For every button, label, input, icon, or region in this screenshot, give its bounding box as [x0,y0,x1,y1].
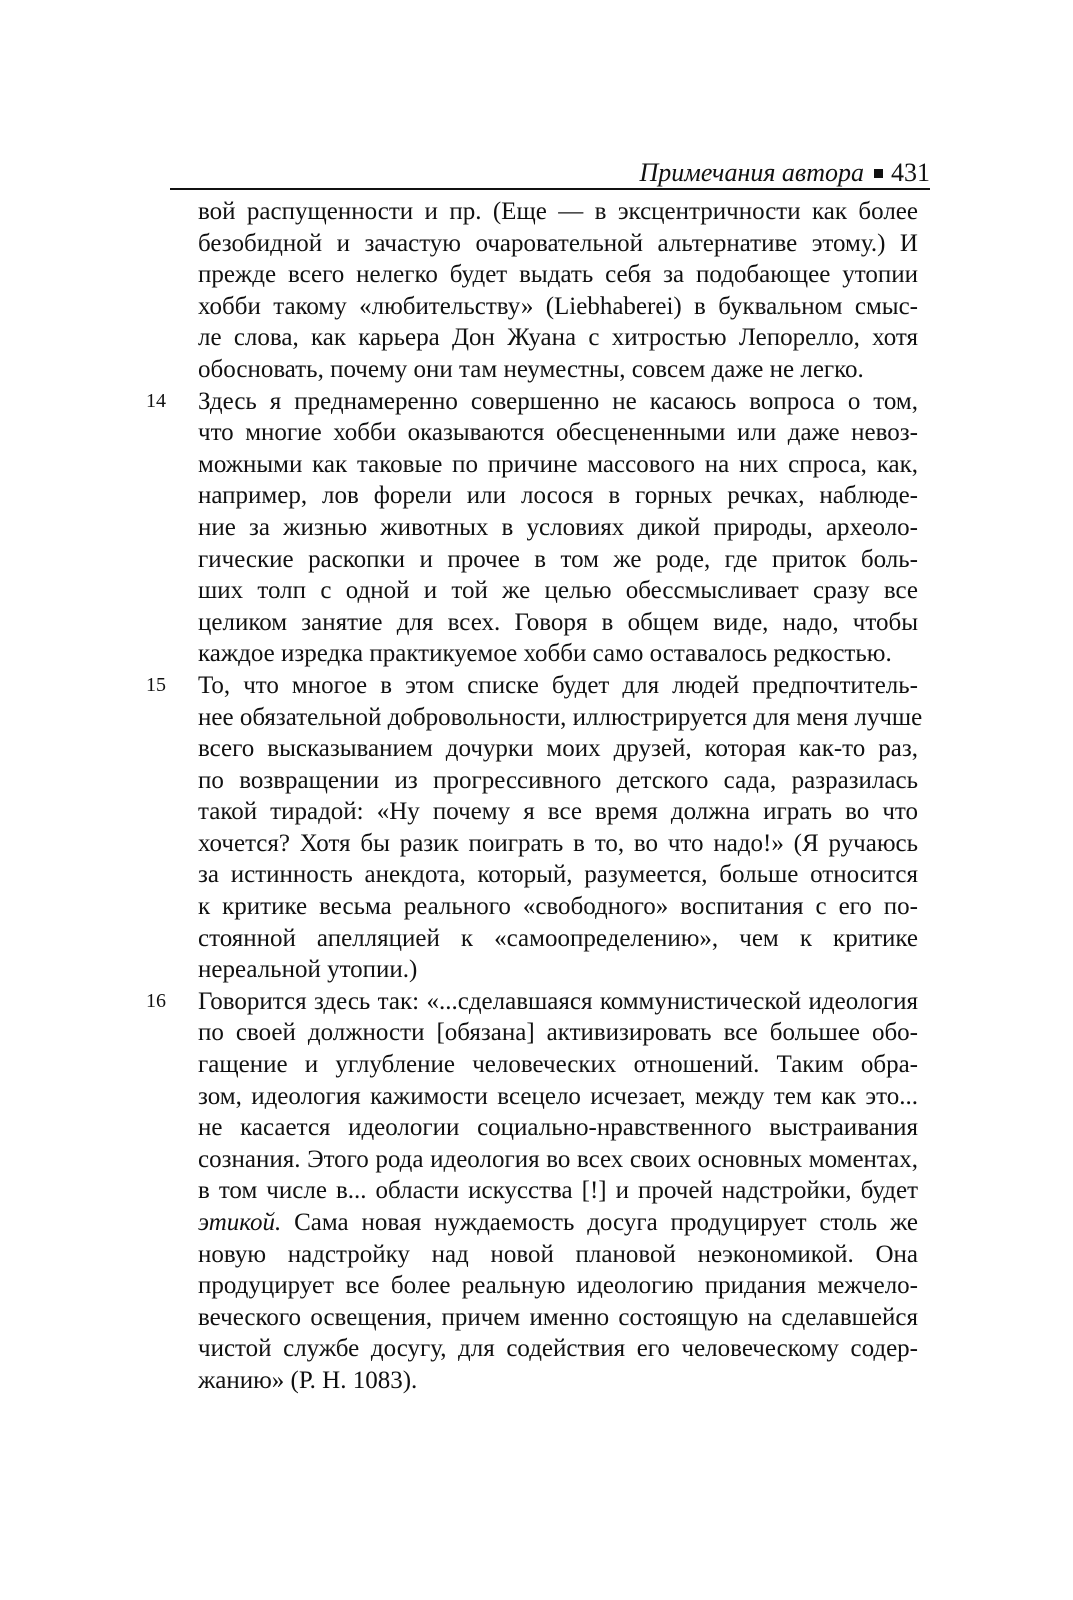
line-text: То, что многое в этом списке будет для людей предпочтитель- [198,671,918,699]
line-text: новую надстройку над новой плановой неэкономикой. Она [198,1240,918,1268]
line-text: стоянной апелляцией к «самоопределению», чем к критике [198,924,918,952]
notes-text [146,196,923,1397]
running-head [170,150,930,190]
line-text: продуцирует все более реальную идеологию придания межчело- [198,1272,918,1300]
line-text: по возвращении из прогрессивного детского сада, разразилась [198,766,918,794]
line-text: к критике весьма реального «свободного» воспитания с его по- [198,893,918,921]
line-text: что многие хобби оказываются обесцененными или даже невоз- [198,419,918,447]
text-line [198,923,918,955]
text-line [198,796,918,828]
line-text: чистой службе досугу, для содействия его человеческому содер- [198,1335,918,1363]
text-line [198,228,918,260]
text-line [198,1207,918,1239]
text-line [146,670,918,702]
line-text: прежде всего нелегко будет выдать себя за подобающее утопии [198,261,918,289]
line-text: целиком занятие для всех. Говоря в общем виде, надо, чтобы [198,608,918,636]
line-text: гащение и углубление человеческих отношений. Таким обра- [198,1051,918,1079]
text-line [198,828,918,860]
text-line [198,638,918,670]
text-line [198,575,918,607]
text-line [146,986,918,1018]
text-line [198,1175,918,1207]
line-text: этикой. Сама новая нуждаемость досуга продуцирует столь же [198,1209,918,1236]
note-number: 16 [146,989,166,1012]
line-text: ле слова, как карьера Дон Жуана с хитростью Лепорелло, хотя [198,324,918,352]
line-text: обосновать, почему они там неуместны, совсем даже не легко. [198,355,864,383]
text-line [146,386,918,418]
text-line [198,1270,918,1302]
text-line [198,1144,918,1176]
line-text: ших толп с одной и той же целью обессмысливает сразу все [198,577,918,605]
line-text: Здесь я преднамеренно совершенно не касаюсь вопроса о том, [198,387,918,415]
line-text: хобби такому «любительству» (Liebhaberei) в буквальном смыс- [198,292,918,320]
text-line [198,480,918,512]
note-number: 14 [146,389,166,412]
text-line [198,1239,918,1271]
note-number: 15 [146,673,166,696]
line-text: вой распущенности и пр. (Еще — в эксцентричности как более [198,198,918,225]
line-text: зом, идеология кажимости всецело исчезает, между тем как это... [198,1082,918,1110]
text-line [198,512,918,544]
text-line [198,859,918,891]
line-text: безобидной и зачастую очаровательной альтернативе этому.) И [198,229,918,257]
running-head-title: Примечания автора [639,158,864,187]
text-line [198,1112,918,1144]
text-line [198,417,918,449]
text-line [198,259,918,291]
line-text: жанию» (Р. Н. 1083). [198,1366,418,1394]
text-line [198,1081,918,1113]
text-line [198,354,918,386]
line-text: можными как таковые по причине массового на них спроса, как, [198,450,918,478]
text-line [198,1302,918,1334]
text-line [198,1049,918,1081]
line-text: каждое изредка практикуемое хобби само оставалось редкостью. [198,640,892,668]
line-text: хочется? Хотя бы разик поиграть в то, во что надо!» (Я ручаюсь [198,829,918,857]
line-text: например, лов форели или лосося в горных речках, наблюде- [198,482,918,510]
text-line [198,544,918,576]
text-line [198,1017,918,1049]
text-line [198,1333,918,1365]
line-text: по своей должности [обязана] активизировать все большее обо- [198,1019,918,1047]
text-line [198,607,918,639]
text-line [198,702,923,734]
text-line [198,1365,918,1397]
text-line [198,954,918,986]
line-text: Говорится здесь так: «...сделавшаяся коммунистической идеология [198,987,918,1015]
line-text: нереальной утопии.) [198,956,418,984]
line-text: в том числе в... области искусства [!] и прочей надстройки, будет [198,1177,918,1205]
line-text: сознания. Этого рода идеология во всех своих основных моментах, [198,1145,918,1173]
text-line [198,765,918,797]
line-text: за истинность анекдота, который, разумеется, больше относится [198,861,918,889]
running-head-text [639,158,930,188]
line-text: гические раскопки и прочее в том же роде, где приток боль- [198,545,918,573]
text-line [198,733,918,765]
line-text: такой тирадой: «Ну почему я все время должна играть во что [198,798,918,826]
text-line [198,891,918,923]
square-bullet-icon [874,169,883,178]
line-text: ние за жизнью животных в условиях дикой природы, археоло- [198,513,918,541]
header-rule [170,188,930,190]
text-line [198,196,918,228]
text-line [198,322,918,354]
line-text: нее обязательной добровольности, иллюстрируется для меня лучше [198,703,923,731]
text-line [198,449,918,481]
page-number: 431 [891,158,930,187]
line-text: веческого освещения, причем именно состоящую на сделавшейся [198,1303,918,1331]
line-text: не касается идеологии социально-нравственного выстраивания [198,1114,918,1142]
line-text: всего высказыванием дочурки моих друзей, которая как-то раз, [198,735,918,763]
text-line [198,291,918,323]
